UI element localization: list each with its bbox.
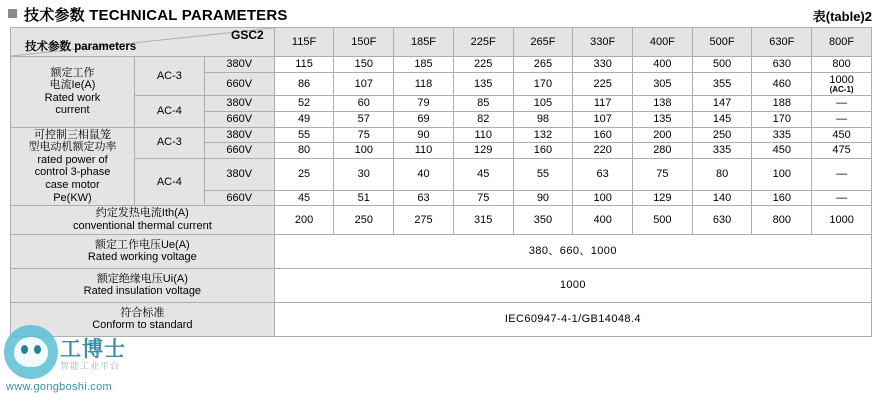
- cell-value-rated-working-voltage: 380、660、1000: [274, 234, 871, 268]
- voltage-label: 380V: [204, 127, 274, 143]
- cell-value: 160: [573, 127, 633, 143]
- cell-value: 160: [752, 190, 812, 206]
- cell-value: 460: [752, 72, 812, 96]
- voltage-label: 660V: [204, 111, 274, 127]
- table-header-row: [11, 28, 872, 57]
- cell-value: 75: [453, 190, 513, 206]
- label-line: Rated working voltage: [87, 251, 197, 264]
- model-header-115F: 115F: [274, 28, 334, 57]
- cell-value: 51: [334, 190, 394, 206]
- cell-value: 330: [573, 57, 633, 73]
- cell-value: 250: [334, 206, 394, 234]
- voltage-label: 660V: [204, 72, 274, 96]
- cell-value: 305: [633, 72, 693, 96]
- cell-value: 98: [513, 111, 573, 127]
- cell-value: 630: [752, 57, 812, 73]
- table-row: [11, 234, 872, 268]
- label-line: 可控制三相鼠笼: [33, 128, 111, 141]
- cell-value: 60: [334, 96, 394, 112]
- cell-value: 80: [692, 158, 752, 190]
- cell-value: 335: [692, 143, 752, 159]
- label-line: 额定工作: [50, 66, 95, 79]
- voltage-label: 380V: [204, 158, 274, 190]
- cell-value: 350: [513, 206, 573, 234]
- row-label-rated-working-voltage: [11, 234, 275, 268]
- cell-value: 105: [513, 96, 573, 112]
- cell-value: 250: [692, 127, 752, 143]
- cell-value: 132: [513, 127, 573, 143]
- table-row: [11, 57, 872, 73]
- cell-value: 100: [334, 143, 394, 159]
- voltage-label: 380V: [204, 96, 274, 112]
- label-line: case motor: [45, 179, 100, 192]
- technical-parameters-table: [10, 27, 872, 337]
- table-row: [11, 206, 872, 234]
- cell-value: 145: [692, 111, 752, 127]
- cell-value: 800: [812, 57, 872, 73]
- page-header: [8, 4, 874, 26]
- cell-value: 275: [394, 206, 454, 234]
- watermark-tagline: 智能工业平台: [60, 361, 121, 371]
- label-line: 额定工作电压Ue(A): [94, 238, 190, 251]
- watermark-url: www.gongboshi.com: [6, 381, 112, 393]
- cell-value: 100: [573, 190, 633, 206]
- table-row: [11, 268, 872, 302]
- ac-class-label: AC-4: [134, 96, 204, 127]
- cell-value: —: [812, 190, 872, 206]
- voltage-label: 660V: [204, 190, 274, 206]
- label-line: Conform to standard: [92, 319, 193, 332]
- square-marker-icon: [8, 9, 17, 18]
- cell-value: 129: [633, 190, 693, 206]
- cell-value: 315: [453, 206, 513, 234]
- cell-value: 63: [573, 158, 633, 190]
- cell-value: 200: [633, 127, 693, 143]
- label-line: rated power of: [37, 153, 108, 166]
- cell-value: 79: [394, 96, 454, 112]
- cell-value: 185: [394, 57, 454, 73]
- cell-value: 57: [334, 111, 394, 127]
- cell-value: 265: [513, 57, 573, 73]
- cell-value: 475: [812, 143, 872, 159]
- cell-value: 150: [334, 57, 394, 73]
- cell-value: 1000: [829, 73, 854, 86]
- cell-value: 85: [453, 96, 513, 112]
- mascot-eye-right-icon: [34, 345, 41, 354]
- table-row: [11, 302, 872, 336]
- technical-parameters-table-wrapper: [10, 27, 872, 337]
- ac-class-label: AC-3: [134, 127, 204, 158]
- row-label-rated-insulation-voltage: [11, 268, 275, 302]
- cell-value: 55: [513, 158, 573, 190]
- cell-value: 188: [752, 96, 812, 112]
- voltage-label: 660V: [204, 143, 274, 159]
- cell-value: 220: [573, 143, 633, 159]
- corner-parameters-label: 技术参数 parameters: [25, 40, 137, 53]
- row-label-conform-to-standard: [11, 302, 275, 336]
- cell-value: 135: [633, 111, 693, 127]
- cell-value: 25: [274, 158, 334, 190]
- cell-value: 800: [752, 206, 812, 234]
- watermark-brand: 工博士: [60, 338, 126, 361]
- header-corner-cell: [11, 28, 275, 57]
- cell-value: 86: [274, 72, 334, 96]
- cell-value: —: [812, 111, 872, 127]
- cell-value: 140: [692, 190, 752, 206]
- cell-value: 138: [633, 96, 693, 112]
- cell-value-note: (AC-1): [829, 85, 854, 95]
- cell-value: 335: [752, 127, 812, 143]
- cell-value: 147: [692, 96, 752, 112]
- table-number-label: 表(table)2: [812, 9, 872, 24]
- table-row: [11, 96, 872, 112]
- cell-value: —: [812, 158, 872, 190]
- label-line: conventional thermal current: [72, 220, 212, 233]
- model-header-800F: 800F: [812, 28, 872, 57]
- cell-value: 170: [752, 111, 812, 127]
- cell-value: 63: [394, 190, 454, 206]
- corner-series-label: GSC2: [231, 28, 264, 42]
- table-row: [11, 127, 872, 143]
- cell-value: 500: [633, 206, 693, 234]
- mascot-face-icon: [14, 337, 48, 367]
- cell-value: 1000: [812, 206, 872, 234]
- cell-value: 225: [453, 57, 513, 73]
- cell-value: 40: [394, 158, 454, 190]
- row-label-thermal-current: [11, 206, 275, 234]
- model-header-330F: 330F: [573, 28, 633, 57]
- model-header-225F: 225F: [453, 28, 513, 57]
- cell-value: 129: [453, 143, 513, 159]
- cell-value: 107: [334, 72, 394, 96]
- cell-value: 100: [752, 158, 812, 190]
- cell-value: 630: [692, 206, 752, 234]
- label-line: 型电动机额定功率: [28, 141, 117, 154]
- cell-value: 117: [573, 96, 633, 112]
- label-line: control 3-phase: [34, 166, 111, 179]
- model-header-400F: 400F: [633, 28, 693, 57]
- cell-value-rated-insulation-voltage: 1000: [274, 268, 871, 302]
- cell-value: 170: [513, 72, 573, 96]
- cell-value: 115: [274, 57, 334, 73]
- cell-value: 450: [752, 143, 812, 159]
- cell-value: 49: [274, 111, 334, 127]
- cell-value: 52: [274, 96, 334, 112]
- cell-value: 45: [274, 190, 334, 206]
- cell-value: 45: [453, 158, 513, 190]
- label-line: Pe(KW): [53, 191, 92, 204]
- cell-value: 69: [394, 111, 454, 127]
- cell-value: —: [812, 96, 872, 112]
- section-label-rated-motor-power: [11, 127, 135, 206]
- label-line: Rated work: [44, 91, 101, 104]
- cell-value: 118: [394, 72, 454, 96]
- cell-value: 82: [453, 111, 513, 127]
- ac-class-label: AC-3: [134, 57, 204, 96]
- cell-value: 75: [334, 127, 394, 143]
- cell-value: 30: [334, 158, 394, 190]
- cell-value-with-note: [812, 72, 872, 96]
- label-line: Rated insulation voltage: [83, 285, 202, 298]
- cell-value: 280: [633, 143, 693, 159]
- label-line: 符合标准: [120, 306, 165, 319]
- voltage-label: 380V: [204, 57, 274, 73]
- model-header-185F: 185F: [394, 28, 454, 57]
- label-line: 电流Ie(A): [49, 79, 96, 92]
- cell-value: 55: [274, 127, 334, 143]
- cell-value: 225: [573, 72, 633, 96]
- cell-value: 110: [453, 127, 513, 143]
- model-header-265F: 265F: [513, 28, 573, 57]
- cell-value: 400: [573, 206, 633, 234]
- cell-value: 355: [692, 72, 752, 96]
- cell-value: 107: [573, 111, 633, 127]
- mascot-eye-left-icon: [21, 345, 28, 354]
- cell-value: 400: [633, 57, 693, 73]
- label-line: 约定发热电流Ith(A): [95, 207, 189, 220]
- cell-value: 110: [394, 143, 454, 159]
- section-label-rated-work-current: [11, 57, 135, 128]
- cell-value: 160: [513, 143, 573, 159]
- ac-class-label: AC-4: [134, 158, 204, 206]
- cell-value: 200: [274, 206, 334, 234]
- cell-value: 90: [394, 127, 454, 143]
- cell-value: 135: [453, 72, 513, 96]
- cell-value: 75: [633, 158, 693, 190]
- model-header-500F: 500F: [692, 28, 752, 57]
- cell-value: 90: [513, 190, 573, 206]
- label-line: current: [55, 104, 90, 117]
- cell-value: 450: [812, 127, 872, 143]
- cell-value: 500: [692, 57, 752, 73]
- page-title: 技术参数 TECHNICAL PARAMETERS: [24, 7, 288, 24]
- cell-value: 80: [274, 143, 334, 159]
- cell-value-conform-to-standard: IEC60947-4-1/GB14048.4: [274, 302, 871, 336]
- label-line: 额定绝缘电压Ui(A): [96, 272, 188, 285]
- model-header-630F: 630F: [752, 28, 812, 57]
- model-header-150F: 150F: [334, 28, 394, 57]
- table-row: [11, 158, 872, 190]
